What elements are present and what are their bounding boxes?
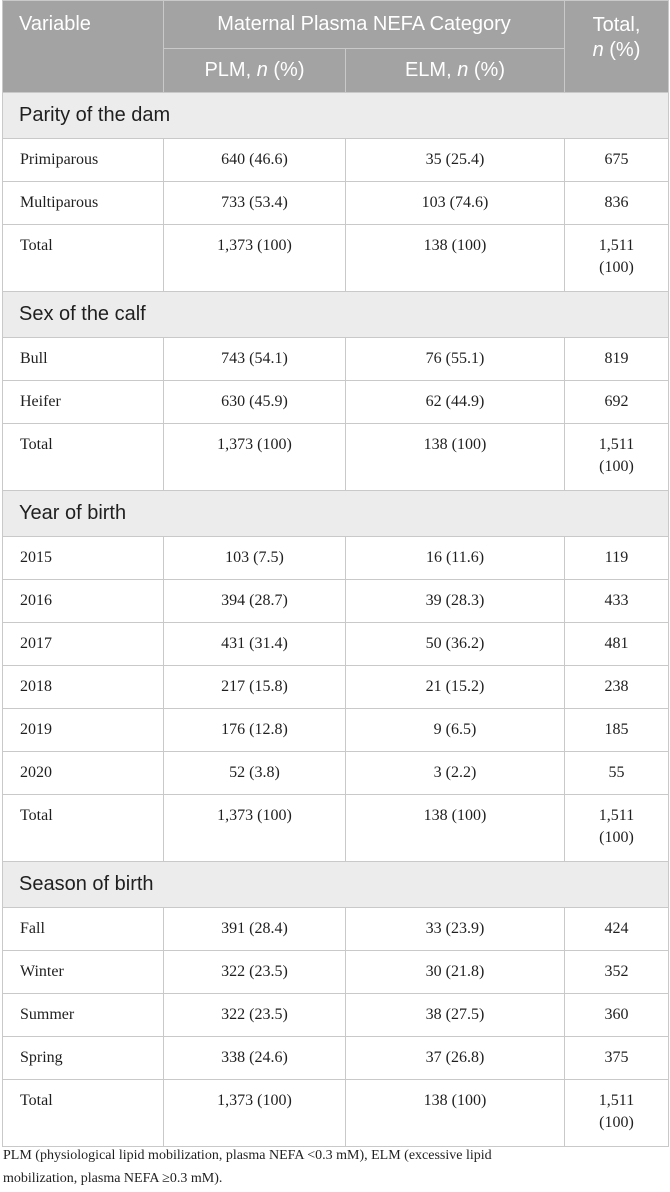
elm-cell: 138 (100)	[346, 424, 565, 491]
elm-cell: 38 (27.5)	[346, 994, 565, 1037]
plm-header-pct: (%)	[267, 59, 305, 81]
table-row	[3, 537, 669, 580]
plm-cell: 431 (31.4)	[164, 623, 346, 666]
elm-cell: 37 (26.8)	[346, 1037, 565, 1080]
elm-cell: 35 (25.4)	[346, 139, 565, 182]
total-value: 1,511	[598, 436, 635, 453]
total-value: 119	[604, 549, 629, 566]
total-value: 433	[604, 592, 629, 609]
section-row	[3, 93, 669, 139]
table-row	[3, 951, 669, 994]
variable-header: Variable	[3, 1, 164, 93]
row-label: Fall	[3, 908, 164, 951]
table-row	[3, 1037, 669, 1080]
total-pct: (100)	[599, 259, 634, 276]
row-label: Total	[3, 795, 164, 862]
total-cell	[565, 225, 669, 292]
total-cell	[565, 709, 669, 752]
row-label: Total	[3, 1080, 164, 1147]
row-label: Primiparous	[3, 139, 164, 182]
elm-header	[346, 49, 565, 93]
plm-cell: 52 (3.8)	[164, 752, 346, 795]
table-row	[3, 139, 669, 182]
total-cell	[565, 752, 669, 795]
table-row	[3, 623, 669, 666]
elm-cell: 16 (11.6)	[346, 537, 565, 580]
section-row	[3, 491, 669, 537]
total-pct: (100)	[599, 829, 634, 846]
section-title: Sex of the calf	[3, 292, 669, 338]
section-row	[3, 862, 669, 908]
elm-cell: 33 (23.9)	[346, 908, 565, 951]
nefa-table	[2, 0, 669, 1147]
section-title: Year of birth	[3, 491, 669, 537]
elm-cell: 138 (100)	[346, 1080, 565, 1147]
total-value: 238	[604, 678, 629, 695]
plm-cell: 640 (46.6)	[164, 139, 346, 182]
section-row	[3, 292, 669, 338]
plm-header-n: n	[256, 59, 268, 81]
elm-cell: 76 (55.1)	[346, 338, 565, 381]
row-label: 2015	[3, 537, 164, 580]
row-label: Summer	[3, 994, 164, 1037]
total-value: 55	[608, 764, 625, 781]
elm-header-label: ELM,	[404, 59, 458, 81]
total-cell	[565, 424, 669, 491]
elm-cell: 3 (2.2)	[346, 752, 565, 795]
row-label: 2019	[3, 709, 164, 752]
total-cell	[565, 908, 669, 951]
row-label: Spring	[3, 1037, 164, 1080]
row-label: Bull	[3, 338, 164, 381]
total-value: 692	[604, 393, 629, 410]
total-cell	[565, 666, 669, 709]
row-label: 2017	[3, 623, 164, 666]
table-body	[3, 93, 669, 1147]
total-value: 1,511	[598, 1092, 635, 1109]
total-header-line1: Total,	[592, 14, 641, 36]
elm-cell: 39 (28.3)	[346, 580, 565, 623]
total-cell	[565, 139, 669, 182]
plm-cell: 394 (28.7)	[164, 580, 346, 623]
total-cell	[565, 994, 669, 1037]
table-row	[3, 381, 669, 424]
total-value: 819	[604, 350, 629, 367]
table-row-total	[3, 795, 669, 862]
total-value: 424	[604, 920, 629, 937]
plm-cell: 176 (12.8)	[164, 709, 346, 752]
total-value: 481	[604, 635, 629, 652]
total-value: 836	[604, 194, 629, 211]
row-label: Multiparous	[3, 182, 164, 225]
plm-cell: 630 (45.9)	[164, 381, 346, 424]
row-label: 2016	[3, 580, 164, 623]
footnote-line2: mobilization, plasma NEFA ≥0.3 mM).	[3, 1171, 223, 1186]
total-cell	[565, 537, 669, 580]
total-cell	[565, 182, 669, 225]
total-value: 185	[604, 721, 629, 738]
elm-cell: 30 (21.8)	[346, 951, 565, 994]
total-cell	[565, 623, 669, 666]
elm-header-pct: (%)	[468, 59, 506, 81]
table-row-total	[3, 1080, 669, 1147]
total-header-pct: (%)	[603, 39, 641, 61]
row-label: Heifer	[3, 381, 164, 424]
plm-cell: 322 (23.5)	[164, 994, 346, 1037]
elm-cell: 103 (74.6)	[346, 182, 565, 225]
total-cell	[565, 381, 669, 424]
total-value: 675	[604, 151, 629, 168]
row-label: 2018	[3, 666, 164, 709]
plm-cell: 743 (54.1)	[164, 338, 346, 381]
plm-cell: 733 (53.4)	[164, 182, 346, 225]
table-row	[3, 709, 669, 752]
plm-cell: 338 (24.6)	[164, 1037, 346, 1080]
plm-header	[164, 49, 346, 93]
row-label: Total	[3, 225, 164, 292]
total-value: 360	[604, 1006, 629, 1023]
plm-cell: 1,373 (100)	[164, 424, 346, 491]
section-title: Parity of the dam	[3, 93, 669, 139]
plm-cell: 217 (15.8)	[164, 666, 346, 709]
elm-cell: 50 (36.2)	[346, 623, 565, 666]
table-row	[3, 338, 669, 381]
total-cell	[565, 580, 669, 623]
table-row-total	[3, 424, 669, 491]
elm-cell: 62 (44.9)	[346, 381, 565, 424]
elm-cell: 138 (100)	[346, 225, 565, 292]
total-value: 1,511	[598, 807, 635, 824]
table-row	[3, 994, 669, 1037]
total-cell	[565, 951, 669, 994]
elm-header-n: n	[457, 59, 469, 81]
total-pct: (100)	[599, 1114, 634, 1131]
table-row-total	[3, 225, 669, 292]
plm-header-label: PLM,	[204, 59, 257, 81]
table-footnote	[3, 1144, 667, 1190]
total-value: 375	[604, 1049, 629, 1066]
plm-cell: 391 (28.4)	[164, 908, 346, 951]
row-label: Total	[3, 424, 164, 491]
plm-cell: 1,373 (100)	[164, 1080, 346, 1147]
table-header	[3, 1, 669, 93]
row-label: 2020	[3, 752, 164, 795]
elm-cell: 21 (15.2)	[346, 666, 565, 709]
plm-cell: 1,373 (100)	[164, 795, 346, 862]
total-value: 1,511	[598, 237, 635, 254]
elm-cell: 9 (6.5)	[346, 709, 565, 752]
table-row	[3, 182, 669, 225]
row-label: Winter	[3, 951, 164, 994]
total-value: 352	[604, 963, 629, 980]
elm-cell: 138 (100)	[346, 795, 565, 862]
total-header-n: n	[592, 39, 604, 61]
section-title: Season of birth	[3, 862, 669, 908]
table-row	[3, 752, 669, 795]
table-row	[3, 666, 669, 709]
total-cell	[565, 1037, 669, 1080]
total-header	[565, 1, 669, 93]
total-cell	[565, 1080, 669, 1147]
plm-cell: 1,373 (100)	[164, 225, 346, 292]
category-header: Maternal Plasma NEFA Category	[164, 1, 565, 49]
total-pct: (100)	[599, 458, 634, 475]
plm-cell: 322 (23.5)	[164, 951, 346, 994]
footnote-line1: PLM (physiological lipid mobilization, plasma NEFA <0.3 mM), ELM (excessive lipid	[3, 1148, 492, 1163]
total-cell	[565, 338, 669, 381]
plm-cell: 103 (7.5)	[164, 537, 346, 580]
total-cell	[565, 795, 669, 862]
table-row	[3, 580, 669, 623]
table-row	[3, 908, 669, 951]
